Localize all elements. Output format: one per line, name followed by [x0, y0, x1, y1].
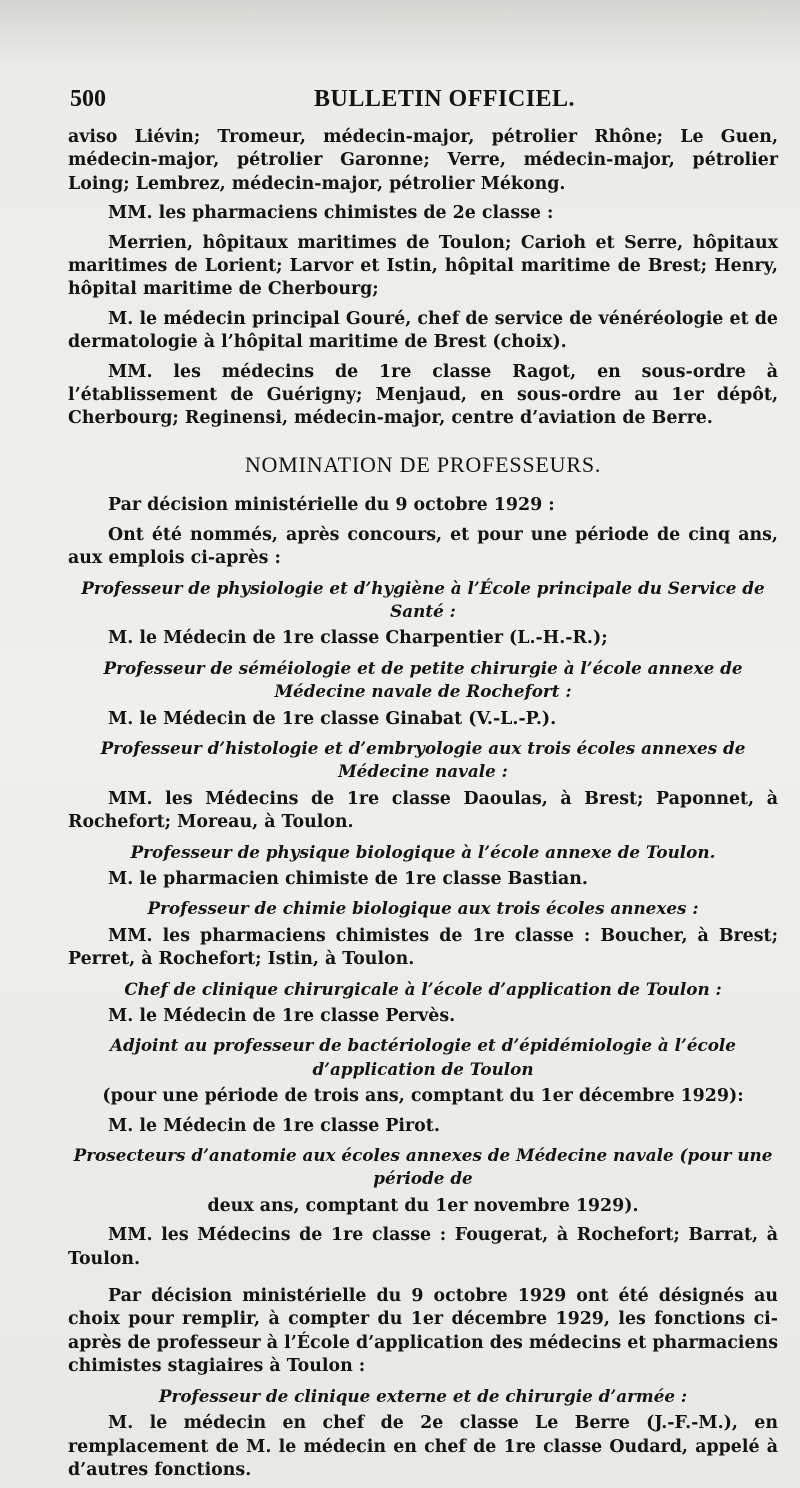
page-body	[68, 126, 778, 1488]
post-heading: Professeur de clinique externe et de chirurgie d’armée :	[158, 1385, 688, 1406]
appointee-line: M. le médecin en chef de 2e classe Le Berre (J.-F.-M.), en remplacement de M. le médecin en chef de 1re classe Oudard, appelé à d’autres fonctions.	[68, 1413, 778, 1480]
post-heading: Adjoint au professeur de bactériologie et d’épidémiologie à l’école d’application de Toulon	[110, 1035, 736, 1079]
promotion-paragraph: Merrien, hôpitaux maritimes de Toulon; Carioh et Serre, hôpitaux maritimes de Lorient; Larvor et Istin, hôpital maritime de Brest; Henry, hôpital maritime de Cherbourg;	[68, 232, 778, 300]
promotion-paragraph: M. le médecin principal Gouré, chef de service de vénéréologie et de dermatologie à l’hôpital maritime de Brest (choix).	[68, 308, 778, 353]
promotion-paragraph: aviso Liévin; Tromeur, médecin-major, pétrolier Rhône; Le Guen, médecin-major, pétrolier Garonne; Verre, médecin-major, pétrolier Loing; Lembrez, médecin-major, pétrolier Mékong.	[68, 127, 778, 194]
post-heading: Professeur de séméiologie et de petite chirurgie à l’école annexe de Médecine navale de Rochefort :	[103, 657, 743, 702]
intro-paragraph: Ont été nommés, après concours, et pour une période de cinq ans, aux emplois ci-après :	[68, 524, 778, 569]
appointee-line: M. le Médecin de 1re classe Pirot.	[108, 1115, 440, 1136]
running-title: BULLETIN OFFICIEL.	[314, 86, 576, 112]
post-heading: Professeur d’histologie et d’embryologie aux trois écoles annexes de Médecine navale :	[100, 737, 746, 782]
post-heading: Professeur de chimie biologique aux trois écoles annexes :	[147, 898, 699, 919]
appointee-line: MM. les Médecins de 1re classe Daoulas, à Brest; Paponnet, à Rochefort; Moreau, à Toulon.	[68, 788, 778, 833]
appointee-line: M. le Médecin de 1re classe Charpentier (L.-H.-R.);	[108, 628, 608, 649]
post-heading: Professeur de physique biologique à l’école annexe de Toulon.	[130, 841, 716, 862]
promotion-paragraph: MM. les médecins de 1re classe Ragot, en sous-ordre à l’établissement de Guérigny; Menjaud, en sous-ordre au 1er dépôt, Cherbourg; Reginensi, médecin-major, centre d’aviation de Berre.	[68, 361, 778, 429]
page-number: 500	[70, 86, 106, 112]
section-title: NOMINATION DE PROFESSEURS.	[244, 451, 602, 477]
post-heading: Prosecteurs d’anatomie aux écoles annexes de Médecine navale (pour une période de	[73, 1145, 773, 1189]
post-heading: Chef de clinique chirurgicale à l’école d’application de Toulon :	[124, 978, 722, 999]
post-heading-continuation: (pour une période de trois ans, comptant du 1er décembre 1929):	[102, 1086, 744, 1107]
decision-paragraph: Par décision ministérielle du 9 octobre 1929 ont été désignés au choix pour remplir, à compter du 1er décembre 1929, les fonctions ci-après de professeur à l’École d’application des médecins et pharmaciens chimistes stagiaires à Toulon :	[68, 1286, 778, 1377]
post-heading-continuation: deux ans, comptant du 1er novembre 1929).	[207, 1195, 639, 1216]
page-header	[70, 86, 760, 122]
appointee-line: M. le Médecin de 1re classe Pervès.	[108, 1006, 456, 1026]
post-heading: Professeur de physiologie et d’hygiène à l’École principale du Service de Santé :	[81, 577, 765, 621]
promotion-paragraph: MM. les pharmaciens chimistes de 2e classe :	[108, 203, 554, 224]
appointee-line: MM. les pharmaciens chimistes de 1re classe : Boucher, à Brest; Perret, à Rochefort; Istin, à Toulon.	[68, 925, 778, 970]
appointee-line: M. le Médecin de 1re classe Ginabat (V.-L.-P.).	[108, 708, 557, 729]
appointee-line: M. le pharmacien chimiste de 1re classe Bastian.	[108, 868, 588, 889]
appointee-line: MM. les Médecins de 1re classe : Fougerat, à Rochefort; Barrat, à Toulon.	[68, 1225, 778, 1269]
decision-paragraph: Par décision ministérielle du 9 octobre 1929 :	[108, 495, 555, 516]
